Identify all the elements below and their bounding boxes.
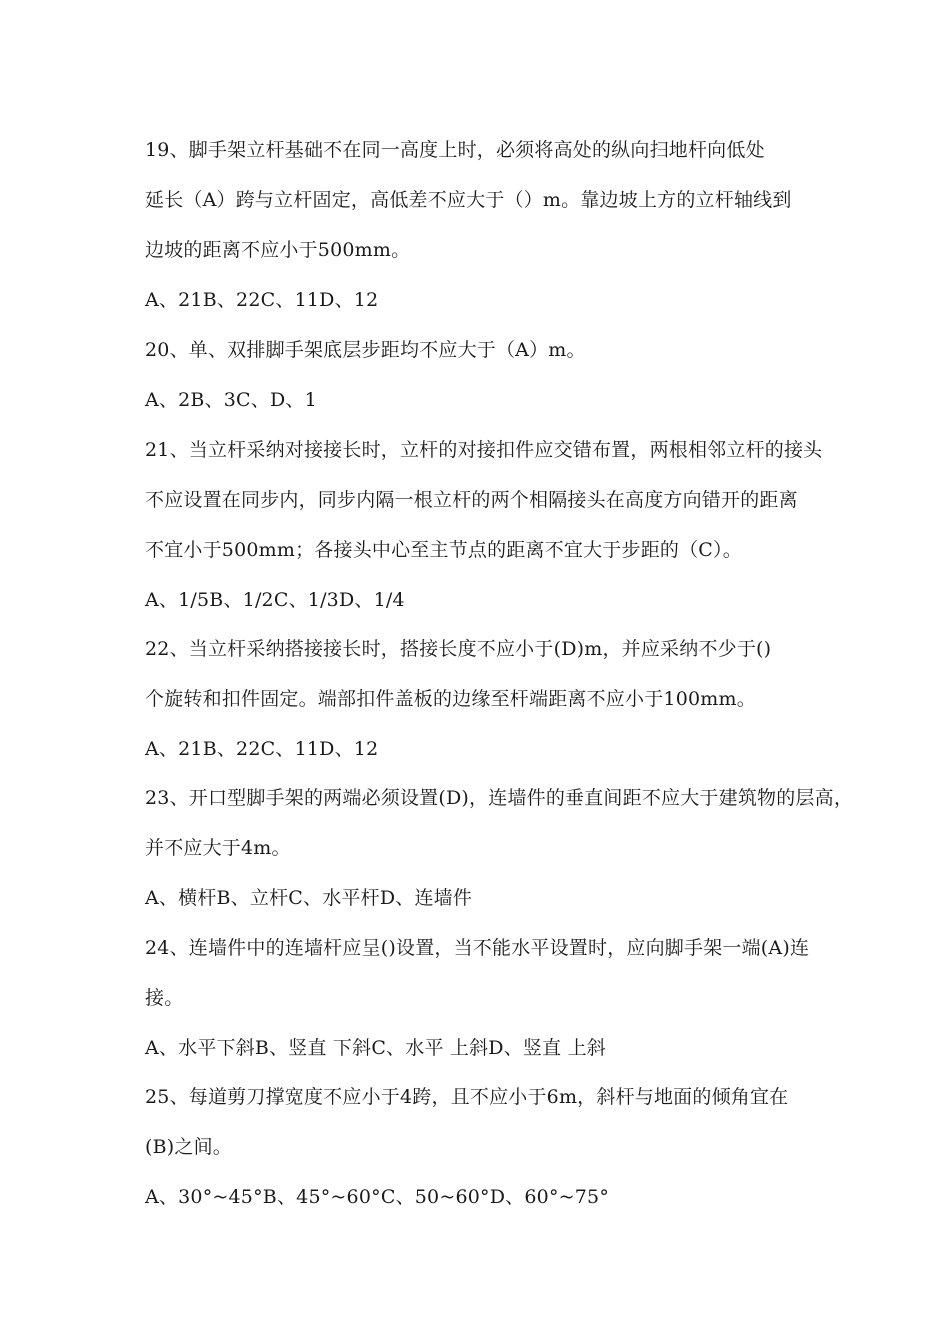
question-24-line-1: 24、连墙件中的连墙杆应呈()设置，当不能水平设置时，应向脚手架一端(A)连 — [145, 937, 810, 959]
question-23-line-2: 并不应大于4m。 — [145, 837, 291, 859]
question-22-line-2: 个旋转和扣件固定。端部扣件盖板的边缘至杆端距离不应小于100mm。 — [145, 688, 756, 710]
question-20-line-1: 20、单、双排脚手架底层步距均不应大于（A）m。 — [145, 339, 586, 361]
question-19-line-2: 延长（A）跨与立杆固定，高低差不应大于（）m。靠边坡上方的立杆轴线到 — [145, 189, 792, 211]
question-21-line-1: 21、当立杆采纳对接接长时，立杆的对接扣件应交错布置，两根相邻立杆的接头 — [145, 439, 823, 461]
question-21-line-2: 不应设置在同步内，同步内隔一根立杆的两个相隔接头在高度方向错开的距离 — [145, 489, 798, 511]
question-22-line-1: 22、当立杆采纳搭接接长时，搭接长度不应小于(D)m，并应采纳不少于() — [145, 638, 772, 660]
question-25-line-1: 25、每道剪刀撑宽度不应小于4跨，且不应小于6m，斜杆与地面的倾角宜在 — [145, 1086, 789, 1108]
question-23-options: A、横杆B、立杆C、水平杆D、连墙件 — [145, 887, 473, 909]
question-21-options: A、1/5B、1/2C、1/3D、1/4 — [145, 589, 405, 611]
question-23-line-1: 23、开口型脚手架的两端必须设置(D)，连墙件的垂直间距不应大于建筑物的层高， — [145, 787, 854, 809]
question-19-line-1: 19、脚手架立杆基础不在同一高度上时，必须将高处的纵向扫地杆向低处 — [145, 139, 765, 161]
question-24-line-2: 接。 — [145, 987, 184, 1009]
question-19-line-3: 边坡的距离不应小于500mm。 — [145, 239, 411, 261]
question-22-options: A、21B、22C、11D、12 — [145, 738, 379, 760]
question-19-options: A、21B、22C、11D、12 — [145, 289, 379, 311]
question-20-options: A、2B、3C、D、1 — [145, 389, 317, 411]
question-24-options: A、水平下斜B、竖直 下斜C、水平 上斜D、竖直 上斜 — [145, 1037, 606, 1059]
question-25-options: A、30°~45°B、45°~60°C、50~60°D、60°~75° — [145, 1186, 610, 1208]
question-25-line-2: (B)之间。 — [145, 1136, 232, 1158]
question-21-line-3: 不宜小于500mm；各接头中心至主节点的距离不宜大于步距的（C）。 — [145, 539, 742, 561]
